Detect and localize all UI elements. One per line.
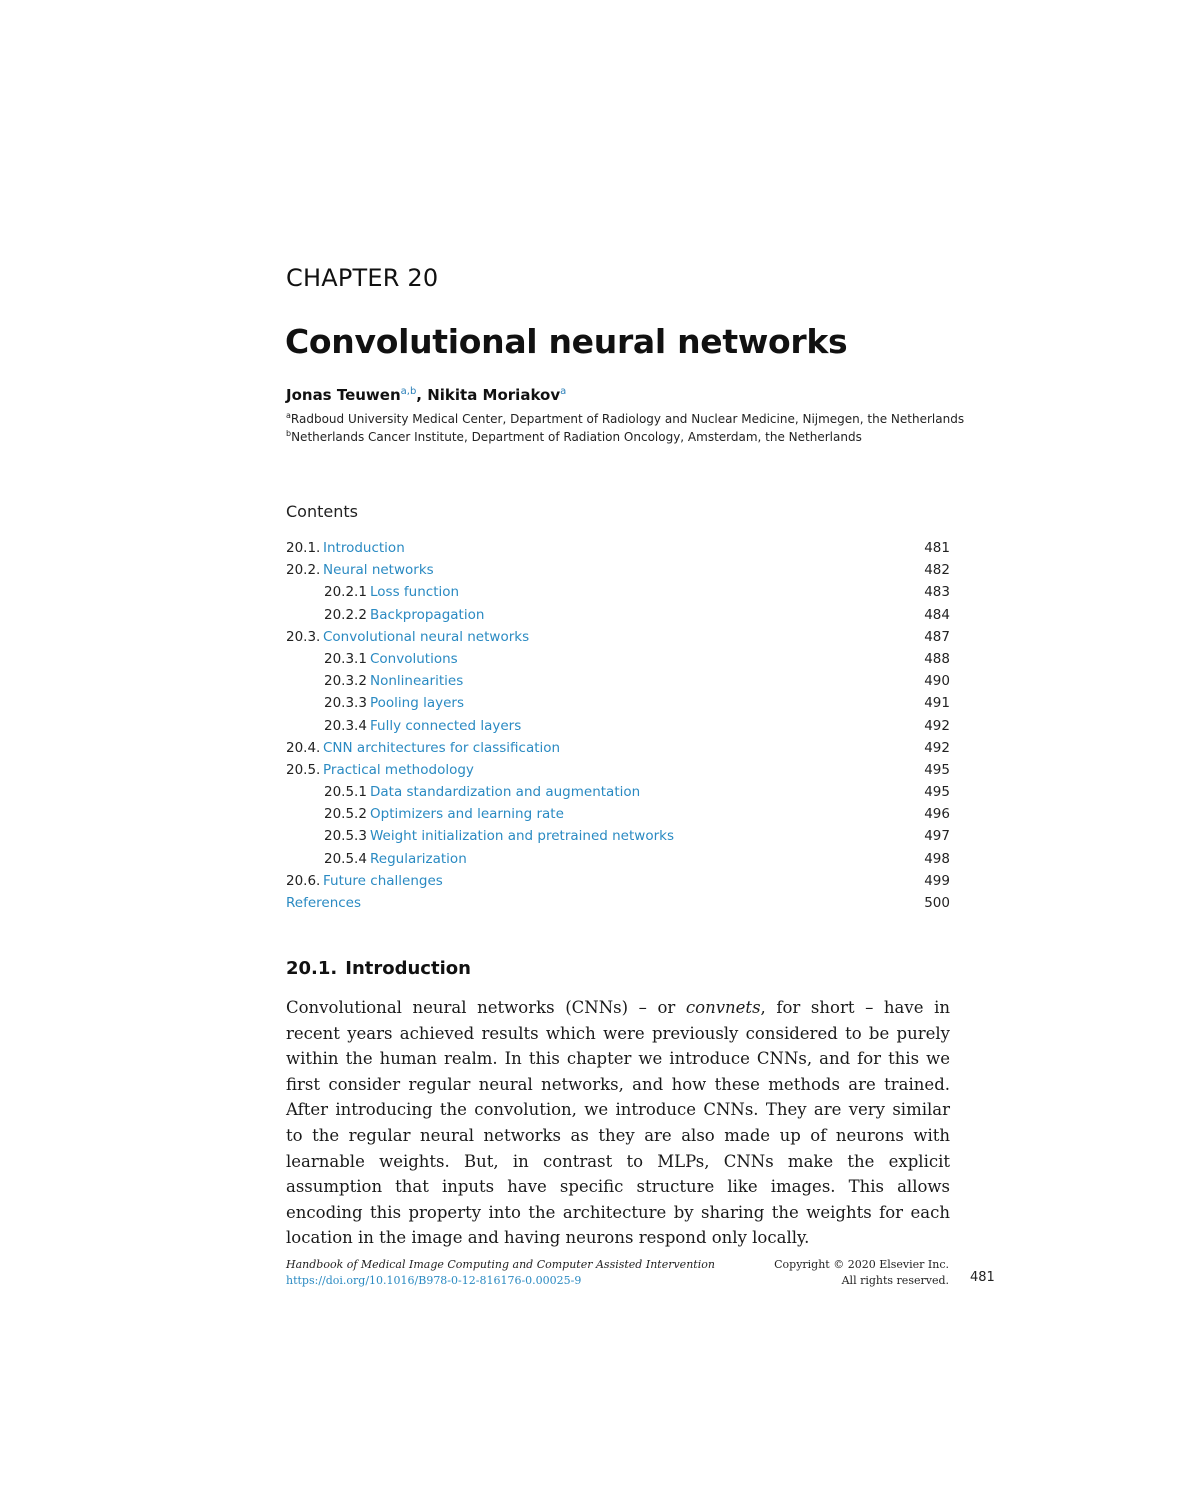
author-name: Jonas Teuwen xyxy=(286,386,401,404)
toc-entry-page: 495 xyxy=(924,761,950,778)
toc-entry[interactable] xyxy=(286,582,950,604)
chapter-label: CHAPTER 20 xyxy=(286,264,439,292)
toc-entry[interactable] xyxy=(286,671,950,693)
author-list xyxy=(286,386,566,404)
doi-link[interactable]: https://doi.org/10.1016/B978-0-12-816176-0.00025-9 xyxy=(286,1274,582,1287)
toc-entry-number: 20.6. xyxy=(286,872,321,889)
toc-entry-page: 487 xyxy=(924,628,950,645)
toc-entry[interactable] xyxy=(286,693,950,715)
toc-entry-page: 500 xyxy=(924,895,950,911)
toc-entry-number: 20.3.2 xyxy=(324,673,367,690)
toc-entry-link[interactable]: Introduction xyxy=(323,540,405,556)
toc-entry-number: 20.3. xyxy=(286,628,321,645)
toc-entry-link[interactable]: Nonlinearities xyxy=(370,673,464,690)
toc-entry-link[interactable]: Future challenges xyxy=(323,872,443,889)
affiliation-text: Radboud University Medical Center, Department of Radiology and Nuclear Medicine, Nijmegen, the Netherlands xyxy=(290,412,965,426)
toc-entry-page: 491 xyxy=(924,695,950,712)
toc-entry-page: 496 xyxy=(924,806,950,823)
toc-entry-link[interactable]: Neural networks xyxy=(323,562,434,579)
contents-heading: Contents xyxy=(286,502,358,521)
chapter-title: Convolutional neural networks xyxy=(285,322,848,361)
toc-entry-number: 20.3.3 xyxy=(324,695,367,712)
toc-entry[interactable] xyxy=(286,627,950,649)
toc-entry-link[interactable]: Regularization xyxy=(370,850,467,867)
toc-entry[interactable] xyxy=(286,849,950,871)
toc-entry-number: 20.3.1 xyxy=(324,650,367,667)
toc-entry-link[interactable]: CNN architectures for classification xyxy=(323,739,561,756)
toc-entry-link[interactable]: Convolutions xyxy=(370,650,458,667)
toc-entry-number: 20.1. xyxy=(286,540,321,556)
copyright-text: Copyright © 2020 Elsevier Inc. xyxy=(774,1258,949,1271)
toc-entry-number: 20.2.1 xyxy=(324,584,367,601)
toc-entry-link[interactable]: Weight initialization and pretrained networks xyxy=(370,828,674,845)
paragraph-emphasis: convnets xyxy=(685,998,761,1017)
affiliation-b xyxy=(286,429,862,444)
toc-entry[interactable] xyxy=(286,560,950,582)
toc-entry-page: 488 xyxy=(924,650,950,667)
author-affiliation-mark[interactable]: a,b xyxy=(400,386,417,397)
toc-entry[interactable] xyxy=(286,782,950,804)
footer-copyright xyxy=(774,1257,949,1289)
author-name: Nikita Moriakov xyxy=(427,386,561,404)
toc-entry-page: 482 xyxy=(924,562,950,579)
toc-entry-page: 481 xyxy=(924,540,950,556)
toc-entry-number: 20.5.4 xyxy=(324,850,367,867)
toc-entry-link[interactable]: Data standardization and augmentation xyxy=(370,784,641,801)
toc-entry[interactable] xyxy=(286,716,950,738)
author-separator: , xyxy=(416,386,428,404)
toc-entry[interactable] xyxy=(286,760,950,782)
toc-entry-number: 20.4. xyxy=(286,739,321,756)
toc-entry-link[interactable]: Pooling layers xyxy=(370,695,464,712)
toc-entry-link[interactable]: Loss function xyxy=(370,584,460,601)
toc-entry-link[interactable]: Convolutional neural networks xyxy=(323,628,530,645)
toc-entry-page: 490 xyxy=(924,673,950,690)
toc-entry-link[interactable]: References xyxy=(286,895,362,911)
toc-entry-number: 20.5. xyxy=(286,761,321,778)
paragraph-text-start: Convolutional neural networks (CNNs) – or xyxy=(286,998,686,1017)
author-affiliation-mark[interactable]: a xyxy=(560,386,567,397)
body-paragraph xyxy=(286,995,950,1251)
toc-entry-page: 497 xyxy=(924,828,950,845)
toc-entry-page: 483 xyxy=(924,584,950,601)
toc-entry[interactable] xyxy=(286,738,950,760)
toc-entry-number: 20.5.1 xyxy=(324,784,367,801)
toc-entry-number: 20.3.4 xyxy=(324,717,367,734)
toc-entry-page: 499 xyxy=(924,872,950,889)
toc-entry[interactable] xyxy=(286,804,950,826)
toc-entry-link[interactable]: Backpropagation xyxy=(370,606,485,623)
toc-entry-number: 20.2.2 xyxy=(324,606,367,623)
affiliation-a xyxy=(286,411,964,426)
affiliation-text: Netherlands Cancer Institute, Department of Radiation Oncology, Amsterdam, the Netherlands xyxy=(291,430,862,444)
toc-entry-page: 492 xyxy=(924,739,950,756)
toc-entry[interactable] xyxy=(286,826,950,848)
toc-entry-link[interactable]: Fully connected layers xyxy=(370,717,522,734)
table-of-contents xyxy=(286,538,950,915)
section-title: Introduction xyxy=(345,958,471,979)
toc-entry-link[interactable]: Practical methodology xyxy=(323,761,474,778)
toc-entry-link[interactable]: Optimizers and learning rate xyxy=(370,806,564,823)
affiliation-mark: b xyxy=(286,429,292,438)
toc-entry-number: 20.5.2 xyxy=(324,806,367,823)
toc-entry-number: 20.2. xyxy=(286,562,321,579)
toc-entry-number: 20.5.3 xyxy=(324,828,367,845)
section-heading xyxy=(286,958,471,979)
toc-entry[interactable] xyxy=(286,871,950,893)
toc-entry-page: 484 xyxy=(924,606,950,623)
toc-entry-page: 492 xyxy=(924,717,950,734)
toc-entry[interactable] xyxy=(286,893,950,915)
paragraph-text-rest: , for short – have in recent years achieved results which were previously considered to be purely within the human realm. In this chapter we introduce CNNs, and for this we first consider regular neural networks, and how these methods are trained. After introducing the convolution, we introduce CNNs. They are very similar to the regular neural networks as they are also made up of neurons with learnable weights. But, in contrast to MLPs, CNNs make the explicit assumption that inputs have specific structure like images. This allows encoding this property into the architecture by sharing the weights for each location in the image and having neurons respond only locally. xyxy=(286,998,950,1248)
affiliation-mark: a xyxy=(286,411,291,420)
toc-entry[interactable] xyxy=(286,538,950,560)
toc-entry[interactable] xyxy=(286,605,950,627)
toc-entry[interactable] xyxy=(286,649,950,671)
book-title: Handbook of Medical Image Computing and Computer Assisted Intervention xyxy=(286,1258,715,1271)
toc-entry-page: 498 xyxy=(924,850,950,867)
section-number: 20.1. xyxy=(286,958,338,979)
footer-book-info xyxy=(286,1257,715,1289)
toc-entry-page: 495 xyxy=(924,784,950,801)
page-number: 481 xyxy=(970,1270,995,1285)
rights-text: All rights reserved. xyxy=(841,1274,949,1287)
